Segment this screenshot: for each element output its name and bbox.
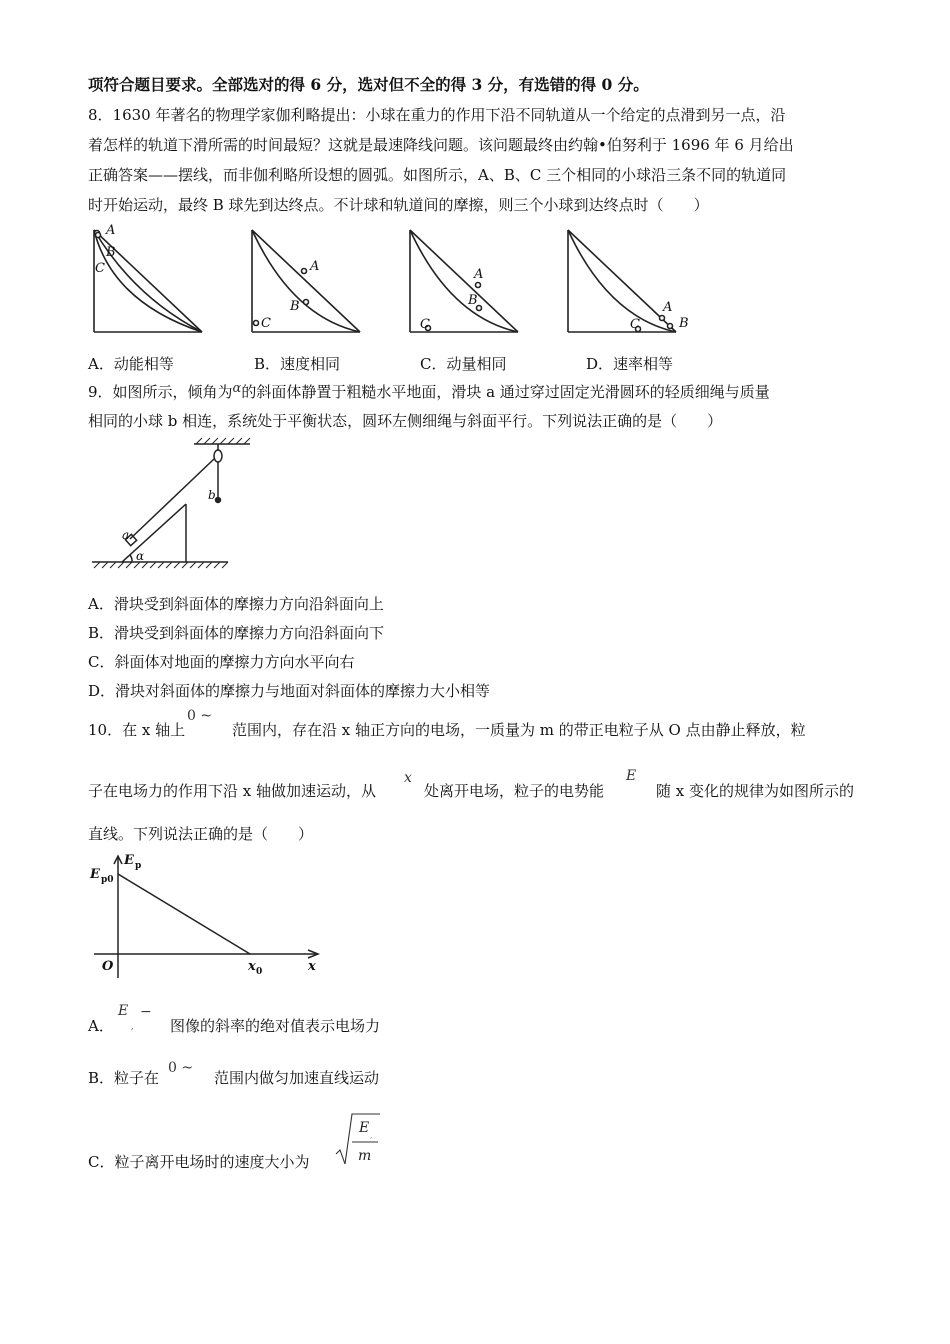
q10-text-line-2-part3: 随 x 变化的规律为如图所示的 [656,782,854,800]
q8-d4-label-B: B [679,316,689,331]
q10-option-a-text: 图像的斜率的绝对值表示电场力 [170,1017,381,1035]
q10-ep-x-graph [88,848,328,983]
q10-option-b-prefix: B．粒子在 [88,1069,160,1087]
q8-option-a: A．动能相等 [88,355,174,373]
q10-y-axis-label-main: E [124,853,134,868]
q10-option-b-range-fragment: 0 ~ [168,1060,194,1076]
q10-ep-fragment: E [626,768,637,784]
q8-d2-label-C: C [261,316,271,331]
q10-ep0-label-main: E [90,867,100,882]
q8-d2-label-A: A [310,259,320,274]
q9-fig-label-alpha: α [136,549,145,563]
q10-text-line-1-part2: 范围内，存在沿 x 轴正方向的电场，一质量为 m 的带正电粒子从 O 点由静止释放，粒 [232,721,806,739]
q8-text-line-2: 着怎样的轨道下滑所需的时间最短？这就是最速降线问题。该问题最终由约翰•伯努利于 1696 年 6 月给出 [88,136,794,154]
q10-option-c-numerator-mark: , [370,1132,373,1140]
q10-text-line-2-part2: 处离开电场，粒子的电势能 [424,782,605,800]
q10-option-c-numerator: E [359,1120,370,1136]
q8-text-line-4: 时开始运动，最终 B 球先到达终点。不计球和轨道间的摩擦，则三个小球到达终点时（ ） [88,196,709,214]
q10-x-axis-label: x [308,959,316,974]
q10-option-a-subscript-mark: , [131,1022,134,1031]
q9-option-b: B．滑块受到斜面体的摩擦力方向沿斜面向下 [88,624,385,642]
q8-option-c: C．动量相同 [420,355,507,373]
q10-origin-label: O [102,959,114,974]
q10-ep-line [118,874,250,954]
q10-x0-label-sub: 0 [256,967,263,977]
q8-d3-label-C: C [420,317,430,332]
q10-x0-label-main: x [248,959,256,974]
q8-text-line-1: 8．1630 年著名的物理学家伽利略提出：小球在重力的作用下沿不同轨道从一个给定的点滑到另一点，沿 [88,106,786,124]
q10-option-c-denominator: m [358,1148,372,1164]
q8-d4-label-C: C [630,317,640,332]
q8-text-line-3: 正确答案——摆线，而非伽利略所设想的圆弧。如图所示，A、B、C 三个相同的小球沿三条不同的轨道同 [88,166,787,184]
q10-option-a-dash: − [140,1004,152,1020]
q9-alpha-symbol: α [232,381,242,396]
q8-d3-label-A: A [474,267,484,282]
q8-d1-label-A: A [106,223,116,238]
q10-option-c-text: C．粒子离开电场时的速度大小为 [88,1153,310,1171]
q10-option-c-sqrt [334,1110,384,1170]
q9-option-c: C．斜面体对地面的摩擦力方向水平向右 [88,653,355,671]
q8-d3-label-B: B [468,293,478,308]
q8-d4-label-A: A [663,300,673,315]
q9-text-line-1 [88,381,770,405]
q10-range-fragment: 0 ~ [187,708,213,724]
section-instruction: 项符合题目要求。全部选对的得 6 分，选对但不全的得 3 分，有选错的得 0 分。 [88,75,649,94]
q10-y-axis-label-sub: p [135,861,142,871]
q8-d2-label-B: B [290,299,300,314]
q10-x-fragment: x [404,770,412,786]
q9-option-a: A．滑块受到斜面体的摩擦力方向沿斜面向上 [88,595,384,613]
q8-option-d: D．速率相等 [586,355,674,373]
q10-text-line-2-part1: 子在电场力的作用下沿 x 轴做加速运动，从 [88,782,376,800]
q10-ep0-label-sub: p0 [101,875,114,885]
q8-track-diagrams [84,222,704,342]
q9-incline-diagram [84,436,254,581]
q9-line1-part2: 的斜面体静置于粗糙水平地面，滑块 a 通过穿过固定光滑圆环的轻质细绳与质量 [241,383,770,401]
q10-option-a-prefix: A． [88,1017,114,1035]
q10-text-line-3: 直线。下列说法正确的是（ ） [88,825,314,843]
q8-option-b: B．速度相同 [254,355,341,373]
q9-line1-part1: 9．如图所示，倾角为 [88,383,233,401]
q9-option-d: D．滑块对斜面体的摩擦力与地面对斜面体的摩擦力大小相等 [88,682,491,700]
q10-option-b-text: 范围内做匀加速直线运动 [214,1069,380,1087]
q9-fig-label-b: b [208,488,216,502]
q8-d1-label-B: B [106,245,116,260]
q8-diagram-4 [568,230,676,332]
q9-text-line-2: 相同的小球 b 相连，系统处于平衡状态，圆环左侧细绳与斜面平行。下列说法正确的是（ ） [88,412,723,430]
q10-text-line-1-part1: 10．在 x 轴上 [88,721,186,739]
q10-option-a-ep-fragment: E [118,1003,129,1019]
q9-fig-label-a: a [122,528,130,542]
q8-d1-label-C: C [95,261,105,276]
